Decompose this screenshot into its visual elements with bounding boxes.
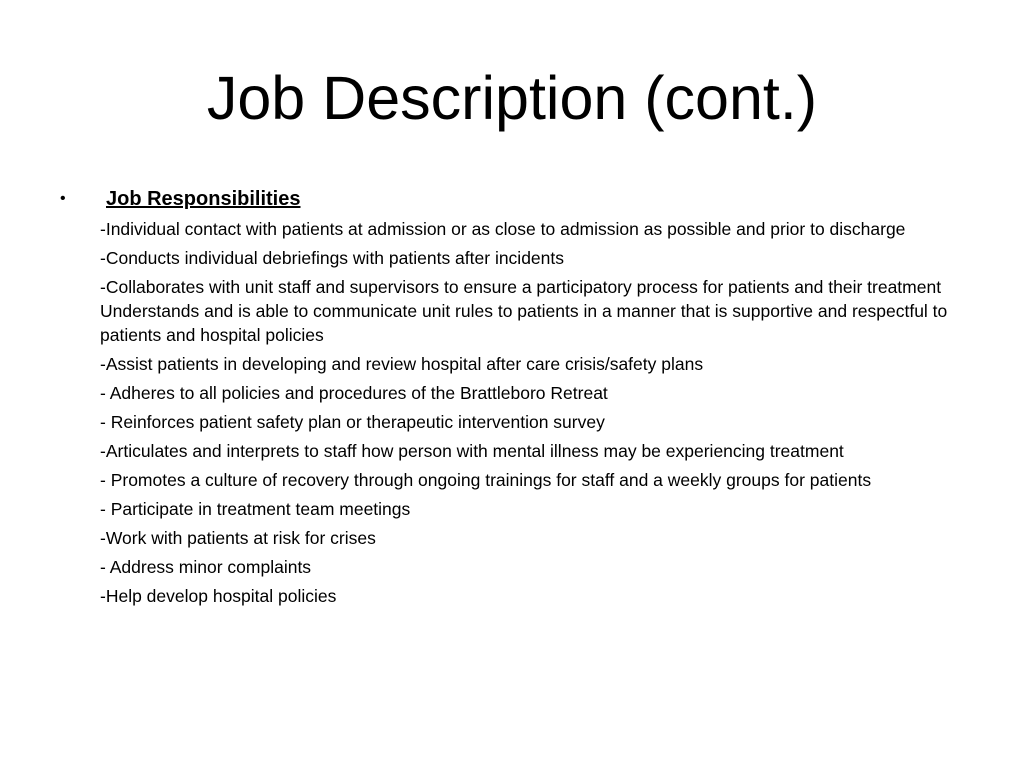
list-item: -Assist patients in developing and review hospital after care crisis/safety plans <box>100 354 704 374</box>
bullet-heading-row <box>57 185 977 215</box>
list-item: - Address minor complaints <box>100 557 312 577</box>
list-item: - Adheres to all policies and procedures of the Brattleboro Retreat <box>100 383 608 403</box>
list-item: -Articulates and interprets to staff how person with mental illness may be experiencing treatment <box>100 441 844 461</box>
responsibilities-list <box>100 217 960 613</box>
list-item: -Conducts individual debriefings with patients after incidents <box>100 248 565 268</box>
bullet-icon: • <box>60 190 66 207</box>
list-item: -Work with patients at risk for crises <box>100 528 376 548</box>
list-item: - Promotes a culture of recovery through ongoing trainings for staff and a weekly groups for patients <box>100 470 872 490</box>
slide-title: Job Description (cont.) <box>206 64 818 132</box>
list-item: - Reinforces patient safety plan or therapeutic intervention survey <box>100 412 605 432</box>
list-item: -Collaborates with unit staff and supervisors to ensure a participatory process for patients and their treatment Understands and is able to communicate unit rules to patients in a manner that is supportive and respectful to patients and hospital policies <box>100 277 948 345</box>
list-item: -Individual contact with patients at admission or as close to admission as possible and prior to discharge <box>100 219 906 239</box>
list-item: - Participate in treatment team meetings <box>100 499 411 519</box>
list-item: -Help develop hospital policies <box>100 586 337 606</box>
section-heading: Job Responsibilities <box>106 188 301 210</box>
